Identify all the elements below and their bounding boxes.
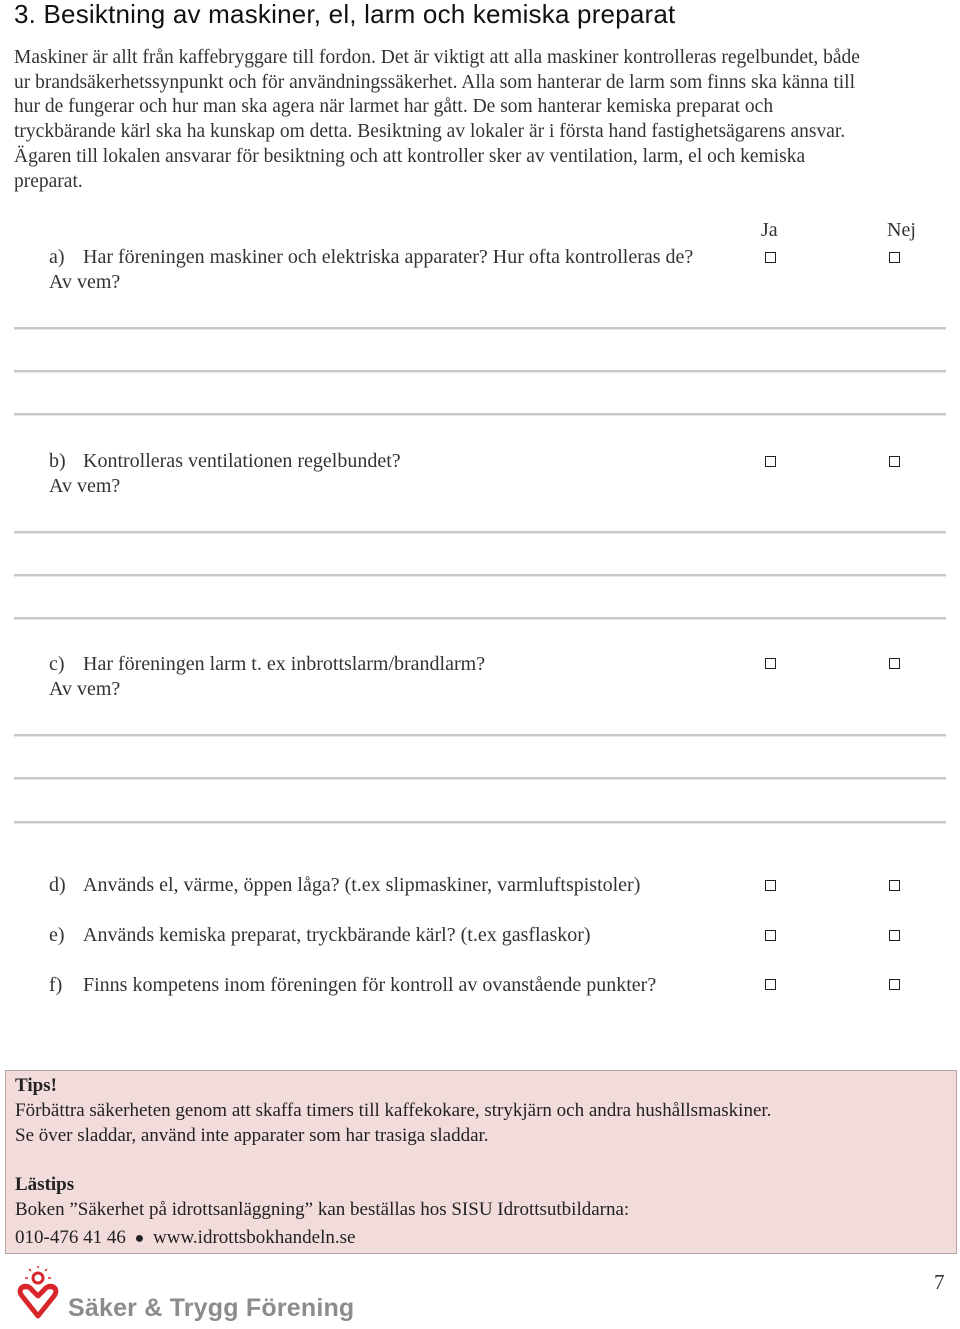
checkbox-d-yes[interactable]	[765, 880, 776, 891]
question-text: Har föreningen maskiner och elektriska apparater? Hur ofta kontrolleras de?	[83, 246, 694, 268]
answer-line	[14, 574, 946, 577]
question-text: Kontrolleras ventilationen regelbundet?	[83, 450, 401, 472]
reading-tips-title: Lästips	[15, 1174, 75, 1195]
checkbox-b-no[interactable]	[889, 456, 900, 467]
intro-paragraph	[14, 46, 949, 194]
checkbox-c-no[interactable]	[889, 658, 900, 669]
question-subtext: Av vem?	[49, 270, 121, 293]
question-letter: a)	[49, 246, 65, 268]
answer-line	[14, 370, 946, 373]
page-number: 7	[934, 1270, 945, 1294]
intro-line: ur brandsäkerhetssynpunkt och för användningssäkerhet. Alla som hanterar de larm som finns ska känna till	[14, 71, 855, 93]
checkbox-e-no[interactable]	[889, 930, 900, 941]
answer-line	[14, 777, 946, 780]
tips-line: Se över sladdar, använd inte apparater som har trasiga sladdar.	[15, 1125, 489, 1146]
question-letter: c)	[49, 653, 65, 675]
checkbox-a-yes[interactable]	[765, 252, 776, 263]
question-a	[49, 245, 749, 294]
checkbox-f-no[interactable]	[889, 979, 900, 990]
question-subtext: Av vem?	[49, 677, 121, 700]
question-text: Har föreningen larm t. ex inbrottslarm/brandlarm?	[83, 653, 486, 675]
tips-line: Förbättra säkerheten genom att skaffa timers till kaffekokare, strykjärn och andra hushållsmaskiner.	[15, 1100, 772, 1121]
answer-line	[14, 821, 946, 824]
question-c	[49, 652, 749, 701]
tips-box	[5, 1070, 957, 1254]
column-header-no: Nej	[887, 219, 916, 241]
tips-title: Tips!	[15, 1075, 57, 1096]
question-text: Används el, värme, öppen låga? (t.ex slipmaskiner, varmluftspistoler)	[83, 874, 641, 896]
answer-line	[14, 617, 946, 620]
question-text: Används kemiska preparat, tryckbärande kärl? (t.ex gasflaskor)	[83, 924, 591, 946]
contact-line	[15, 1226, 355, 1252]
answer-line	[14, 531, 946, 534]
question-f	[49, 973, 749, 998]
checkbox-e-yes[interactable]	[765, 930, 776, 941]
answer-line	[14, 734, 946, 737]
checkbox-f-yes[interactable]	[765, 979, 776, 990]
question-letter: f)	[49, 974, 63, 996]
page-heading: 3. Besiktning av maskiner, el, larm och kemiska preparat	[14, 0, 676, 29]
intro-line: Ägaren till lokalen ansvarar för besiktning och att kontroller sker av ventilation, larm, el och kemiska	[14, 145, 806, 167]
intro-line: tryckbärande kärl ska ha kunskap om detta. Besiktning av lokaler är i första hand fastighetsägarens ansvar.	[14, 121, 846, 143]
answer-line	[14, 327, 946, 330]
checkbox-c-yes[interactable]	[765, 658, 776, 669]
question-b	[49, 449, 749, 498]
question-text: Finns kompetens inom föreningen för kontroll av ovanstående punkter?	[83, 974, 657, 996]
question-subtext: Av vem?	[49, 474, 121, 497]
question-letter: d)	[49, 874, 66, 896]
brand-name: Säker & Trygg Förening	[68, 1294, 355, 1322]
question-e	[49, 923, 749, 948]
answer-line	[14, 413, 946, 416]
question-d	[49, 873, 749, 898]
intro-line: Maskiner är allt från kaffebryggare till fordon. Det är viktigt att alla maskiner kontrolleras regelbundet, både	[14, 47, 860, 68]
intro-line: preparat.	[14, 170, 83, 192]
checkbox-b-yes[interactable]	[765, 456, 776, 467]
phone-number: 010-476 41 46	[15, 1227, 126, 1248]
bullet-icon: ●	[134, 1230, 145, 1247]
column-header-yes: Ja	[761, 219, 778, 241]
question-letter: b)	[49, 450, 66, 472]
question-letter: e)	[49, 924, 65, 946]
checkbox-a-no[interactable]	[889, 252, 900, 263]
website-link[interactable]: www.idrottsbokhandeln.se	[153, 1227, 356, 1248]
heart-figure-logo-icon	[12, 1266, 64, 1329]
intro-line: hur de fungerar och hur man ska agera när larmet har gått. De som hanterar kemiska preparat och	[14, 96, 774, 118]
reading-tips-line: Boken ”Säkerhet på idrottsanläggning” kan beställas hos SISU Idrottsutbildarna:	[15, 1199, 630, 1220]
checkbox-d-no[interactable]	[889, 880, 900, 891]
